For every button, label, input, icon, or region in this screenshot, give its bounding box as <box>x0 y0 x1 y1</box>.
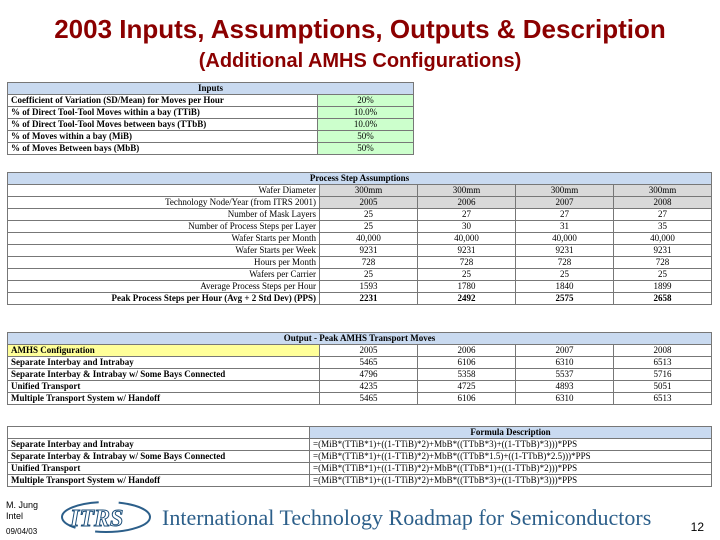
row-label: Separate Interbay & Intrabay w/ Some Bays Connected <box>8 451 310 463</box>
footer-date: 09/04/03 <box>6 527 38 536</box>
cell: 40,000 <box>516 233 614 245</box>
footer-author: M. Jung <box>6 500 39 510</box>
formula-cell: =(MiB*(TTiB*1)+((1-TTiB)*2)+MbB*((TTbB*1.5)+((1-TTbB)*2.5)))*PPS <box>310 451 712 463</box>
formula-header: Formula Description <box>310 427 712 439</box>
table-row <box>8 221 712 233</box>
cell: 5465 <box>320 393 418 405</box>
cell: 25 <box>418 269 516 281</box>
cell: 5716 <box>614 369 712 381</box>
table-row <box>8 143 414 155</box>
table-row <box>8 185 712 197</box>
table-row <box>8 197 712 209</box>
table-row <box>8 281 712 293</box>
cell: 9231 <box>614 245 712 257</box>
cell: 27 <box>516 209 614 221</box>
cell: 300mm <box>418 185 516 197</box>
cell: 5537 <box>516 369 614 381</box>
cell: 728 <box>320 257 418 269</box>
cell: 2231 <box>320 293 418 305</box>
row-label: Average Process Steps per Hour <box>8 281 320 293</box>
table-row <box>8 209 712 221</box>
cell: 2575 <box>516 293 614 305</box>
cell: 9231 <box>320 245 418 257</box>
row-label: Number of Process Steps per Layer <box>8 221 320 233</box>
cell: 40,000 <box>418 233 516 245</box>
cell: 5051 <box>614 381 712 393</box>
cell: 25 <box>320 269 418 281</box>
cell: 31 <box>516 221 614 233</box>
year-header: 2006 <box>418 345 516 357</box>
formula-cell: =(MiB*(TTiB*1)+((1-TTiB)*2)+MbB*((TTbB*3)+((1-TTbB)*3)))*PPS <box>310 475 712 487</box>
cell: 728 <box>614 257 712 269</box>
page-number: 12 <box>690 520 704 534</box>
input-value[interactable]: 10.0% <box>318 119 414 131</box>
cell: 2006 <box>418 197 516 209</box>
cell: 6106 <box>418 357 516 369</box>
formula-table <box>7 426 712 487</box>
cell: 300mm <box>516 185 614 197</box>
input-label: Coefficient of Variation (SD/Mean) for Moves per Hour <box>8 95 318 107</box>
amhs-output-table <box>7 332 712 405</box>
cell: 30 <box>418 221 516 233</box>
year-header: 2007 <box>516 345 614 357</box>
cell: 1780 <box>418 281 516 293</box>
cell: 35 <box>614 221 712 233</box>
cell: 27 <box>418 209 516 221</box>
cell: 1840 <box>516 281 614 293</box>
table-row <box>8 381 712 393</box>
row-label: Unified Transport <box>8 463 310 475</box>
cell: 728 <box>516 257 614 269</box>
table-row <box>8 357 712 369</box>
cell: 2005 <box>320 197 418 209</box>
formula-cell: =(MiB*(TTiB*1)+((1-TTiB)*2)+MbB*((TTbB*3)+((1-TTbB)*3)))*PPS <box>310 439 712 451</box>
itrs-logo-icon <box>60 500 152 534</box>
cell: 6513 <box>614 357 712 369</box>
cell: 25 <box>516 269 614 281</box>
row-label: Wafer Starts per Week <box>8 245 320 257</box>
formula-blank-cell <box>8 427 310 439</box>
row-label: Multiple Transport System w/ Handoff <box>8 393 320 405</box>
table-row <box>8 269 712 281</box>
table-row <box>8 439 712 451</box>
table-row <box>8 451 712 463</box>
cell: 2492 <box>418 293 516 305</box>
process-step-header: Process Step Assumptions <box>8 173 712 185</box>
table-row <box>8 345 712 357</box>
page-subtitle: (Additional AMHS Configurations) <box>198 50 522 72</box>
footer-company: Intel <box>6 511 24 521</box>
year-header: 2005 <box>320 345 418 357</box>
cell: 5358 <box>418 369 516 381</box>
cell: 6513 <box>614 393 712 405</box>
input-value[interactable]: 10.0% <box>318 107 414 119</box>
table-row <box>8 245 712 257</box>
table-row <box>8 107 414 119</box>
cell: 6310 <box>516 393 614 405</box>
cell: 40,000 <box>614 233 712 245</box>
cell: 300mm <box>320 185 418 197</box>
process-step-table <box>7 172 712 305</box>
cell: 1593 <box>320 281 418 293</box>
input-value[interactable]: 20% <box>318 95 414 107</box>
row-label: Peak Process Steps per Hour (Avg + 2 Std Dev) (PPS) <box>8 293 320 305</box>
inputs-header: Inputs <box>8 83 414 95</box>
cell: 25 <box>320 209 418 221</box>
table-row <box>8 119 414 131</box>
cell: 6106 <box>418 393 516 405</box>
cell: 1899 <box>614 281 712 293</box>
cell: 2658 <box>614 293 712 305</box>
cell: 728 <box>418 257 516 269</box>
input-label: % of Moves Between bays (MbB) <box>8 143 318 155</box>
cell: 2007 <box>516 197 614 209</box>
row-label: Hours per Month <box>8 257 320 269</box>
cell: 4235 <box>320 381 418 393</box>
inputs-table <box>7 82 414 155</box>
cell: 5465 <box>320 357 418 369</box>
input-value[interactable]: 50% <box>318 131 414 143</box>
row-label: Number of Mask Layers <box>8 209 320 221</box>
config-label: AMHS Configuration <box>8 345 320 357</box>
cell: 27 <box>614 209 712 221</box>
table-row <box>8 393 712 405</box>
row-label: Wafer Diameter <box>8 185 320 197</box>
row-label: Separate Interbay and Intrabay <box>8 357 320 369</box>
org-name: International Technology Roadmap for Semiconductors <box>162 505 652 530</box>
table-row <box>8 463 712 475</box>
input-label: % of Direct Tool-Tool Moves between bays (TTbB) <box>8 119 318 131</box>
cell: 9231 <box>418 245 516 257</box>
page-title: 2003 Inputs, Assumptions, Outputs & Description <box>54 14 666 44</box>
table-row <box>8 257 712 269</box>
input-value[interactable]: 50% <box>318 143 414 155</box>
cell: 4725 <box>418 381 516 393</box>
cell: 2008 <box>614 197 712 209</box>
input-label: % of Direct Tool-Tool Moves within a bay (TTiB) <box>8 107 318 119</box>
row-label: Technology Node/Year (from ITRS 2001) <box>8 197 320 209</box>
cell: 6310 <box>516 357 614 369</box>
table-row <box>8 293 712 305</box>
cell: 9231 <box>516 245 614 257</box>
input-label: % of Moves within a bay (MiB) <box>8 131 318 143</box>
cell: 300mm <box>614 185 712 197</box>
cell: 40,000 <box>320 233 418 245</box>
cell: 4893 <box>516 381 614 393</box>
year-header: 2008 <box>614 345 712 357</box>
row-label: Separate Interbay and Intrabay <box>8 439 310 451</box>
row-label: Multiple Transport System w/ Handoff <box>8 475 310 487</box>
logo-letters: ITRS <box>70 506 124 532</box>
table-row <box>8 131 414 143</box>
formula-cell: =(MiB*(TTiB*1)+((1-TTiB)*2)+MbB*((TTbB*1)+((1-TTbB)*2)))*PPS <box>310 463 712 475</box>
table-row <box>8 233 712 245</box>
table-row <box>8 475 712 487</box>
table-row <box>8 369 712 381</box>
row-label: Unified Transport <box>8 381 320 393</box>
cell: 25 <box>614 269 712 281</box>
row-label: Wafers per Carrier <box>8 269 320 281</box>
cell: 25 <box>320 221 418 233</box>
cell: 4796 <box>320 369 418 381</box>
table-row <box>8 95 414 107</box>
row-label: Separate Interbay & Intrabay w/ Some Bays Connected <box>8 369 320 381</box>
row-label: Wafer Starts per Month <box>8 233 320 245</box>
amhs-header: Output - Peak AMHS Transport Moves <box>8 333 712 345</box>
